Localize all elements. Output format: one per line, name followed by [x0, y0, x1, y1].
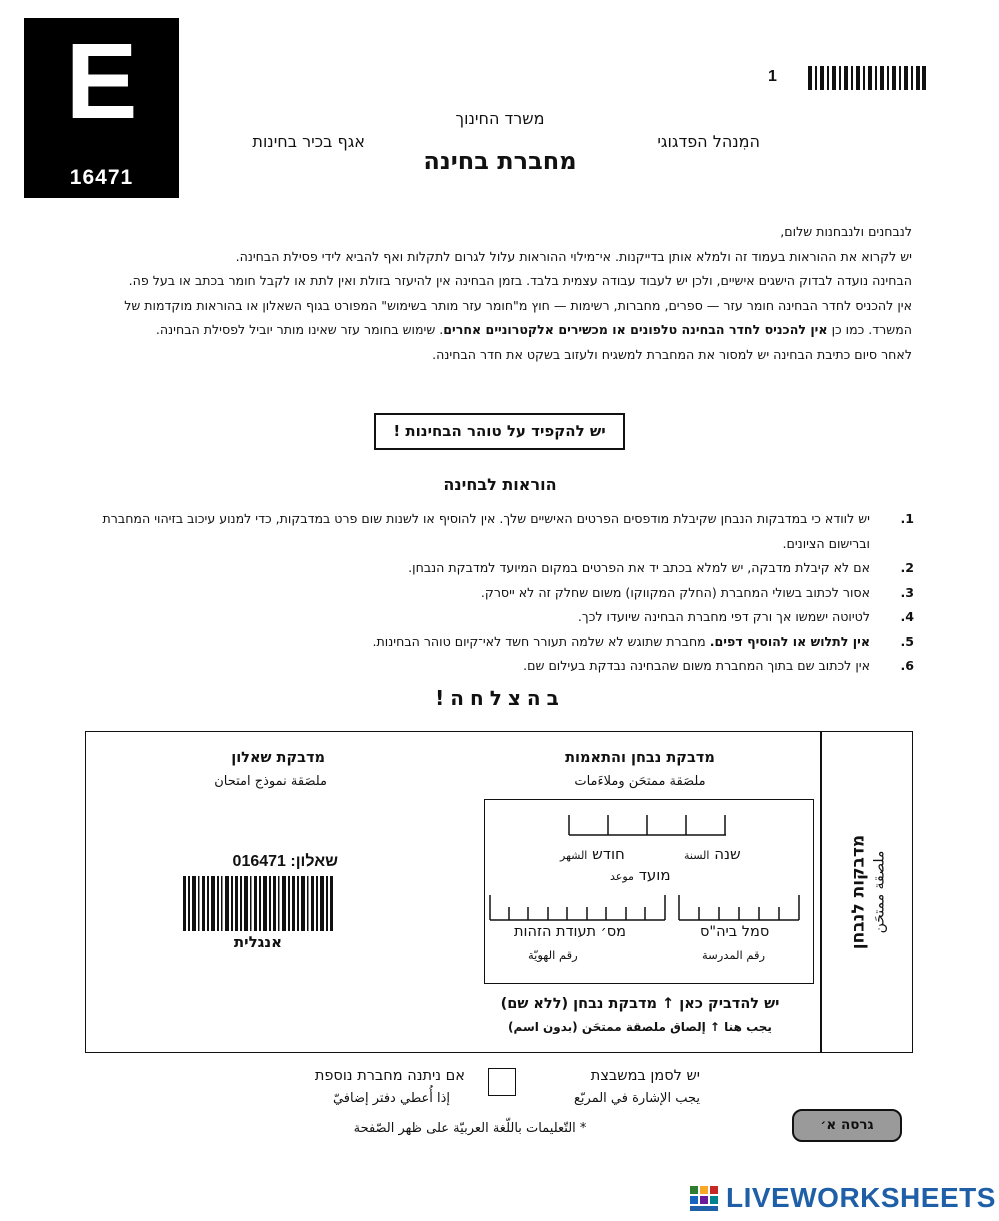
- intro-text: [80, 220, 912, 367]
- id-label-hebrew: מס׳ תעודת הזהות: [514, 924, 626, 940]
- examinee-sticker-title: מדבקת נבחן והתאמות: [565, 750, 715, 766]
- instruction-text: מחברת שתוגש לא שלמה תעורר חשד לאי־קיום טוהר הבחינות.: [372, 633, 710, 649]
- extra-booklet-checkbox[interactable]: [488, 1068, 516, 1096]
- intro-paragraph-1: יש לקרוא את ההוראות בעמוד זה ולמלא אותן בדייקנות. אי־מילוי ההוראות עלול לגרום לתקלות ואף להביא לידי פסילת הבחינה.: [235, 248, 912, 264]
- instruction-text: אסור לכתוב בשולי המחברת (החלק המקווקו) משום שחלק זה לא ייסרק.: [480, 584, 870, 600]
- instruction-item: [84, 581, 914, 606]
- instruction-number: 1.: [900, 511, 914, 526]
- instruction-text: לטיוטה ישמשו אך ורק דפי מחברת הבחינה שיועדו לכך.: [577, 609, 870, 624]
- instruction-item: [84, 556, 914, 581]
- instruction-item: [84, 605, 914, 630]
- booklet-code: 16471: [69, 166, 134, 189]
- month-label: [560, 845, 625, 863]
- logo-text: LIVEWORKSHEETS: [726, 1182, 996, 1213]
- stick-here-arabic: يجب هنا ↑ إلصاق ملصقة ممتحَن (بدون اسم): [508, 1020, 772, 1034]
- liveworksheets-logo: [688, 1180, 996, 1216]
- month-label-arabic: الشهر: [560, 849, 588, 862]
- instruction-item: [84, 507, 914, 556]
- vertical-sticker-label: [822, 731, 913, 1053]
- instruction-number: 3.: [900, 584, 914, 600]
- year-month-slots[interactable]: [568, 813, 728, 838]
- instruction-text: אין לכתוב שם בתוך המחברת משום שהבחינה נבדקת בעילום שם.: [523, 658, 870, 673]
- instruction-text: יש לוודא כי במדבקות הנבחן שקיבלת מודפסים הפרטים האישיים שלך. אין להוסיף או לשנות שום פרט במדבקות, כדי למנוע עיכוב בזיהוי המחברת וברישום הציונים.: [102, 511, 870, 551]
- intro-paragraph-3-bold: אין להכניס לחדר הבחינה טלפונים או מכשירים אלקטרוניים אחרים: [443, 322, 828, 337]
- instructions-title: הוראות לבחינה: [443, 475, 557, 494]
- instruction-text: אם לא קיבלת מדבקה, יש למלא בכתב יד את הפרטים במקום המיועד למדבקת הנבחן.: [408, 560, 870, 575]
- instruction-number: 4.: [900, 609, 914, 624]
- questionnaire-barcode: [183, 876, 333, 931]
- logo-icon: [690, 1186, 720, 1212]
- questionnaire-sticker-title-text: מדבקת שאלון: [231, 750, 325, 766]
- mark-box-instruction: יש לסמן במשבצת: [590, 1068, 700, 1084]
- vertical-label-hebrew: מדבקות לנבחן: [848, 834, 868, 950]
- integrity-warning-box: יש להקפיד על טוהר הבחינות !: [374, 413, 625, 450]
- session-label-arabic: موعد: [610, 870, 634, 883]
- intro-paragraph-3: [80, 294, 912, 343]
- top-barcode: [808, 66, 926, 90]
- extra-booklet-label: אם ניתנה מחברת נוספת: [314, 1068, 465, 1084]
- instruction-item: [84, 630, 914, 655]
- year-label: [684, 845, 741, 863]
- intro-paragraph-4: לאחר סיום כתיבת הבחינה יש למסור את המחברת למשגיח ולעזוב בשקט את חדר הבחינה.: [432, 346, 912, 362]
- questionnaire-number: שאלון: 016471: [232, 853, 338, 870]
- instruction-number: 2.: [900, 560, 914, 575]
- stick-here-instruction: יש להדביק כאן ↑ מדבקת נבחן (ללא שם): [500, 996, 780, 1012]
- page-number: 1: [768, 68, 777, 85]
- year-label-hebrew: שנה: [714, 845, 741, 863]
- id-label-arabic: رقم الهويّة: [528, 948, 578, 962]
- instruction-number: 5.: [900, 633, 914, 649]
- instruction-item: [84, 654, 914, 679]
- school-code-slots[interactable]: [678, 893, 800, 923]
- session-label-hebrew: מועד: [638, 866, 671, 884]
- intro-paragraph-3-end: . שימוש בחומר עזר שאינו מותר יוביל לפסילת הבחינה.: [155, 322, 444, 337]
- school-label-arabic: رقم المدرسة: [702, 948, 766, 962]
- exams-department: אגף בכיר בחינות: [252, 132, 365, 151]
- intro-paragraph-3-start: אין להכניס לחדר הבחינה חומר עזר — ספרים, מחברות, רשימות — חוץ מ"חומר עזר מותר בשימוש" המפורט בגוף השאלון או בהוראות מוקדמות של המשרד. כמו כן: [124, 297, 912, 337]
- instruction-number: 6.: [900, 658, 914, 673]
- questionnaire-subject: אנגלית: [233, 933, 283, 951]
- version-badge: גרסה א׳: [792, 1109, 902, 1142]
- extra-booklet-label-arabic: إذا أُعطي دفتر إضافيّ: [332, 1091, 450, 1106]
- intro-paragraph-2: הבחינה נועדה לבדוק הישגים אישיים, ולכן יש לעבוד עבודה עצמית בלבד. בזמן הבחינה אין להיעזר בזולת ואין לתת או לקבל חומר בכתב או בעל פה.: [128, 273, 912, 288]
- mark-box-instruction-arabic: يجب الإشارة في المربّع: [574, 1091, 700, 1106]
- pedagogic-admin: המִנהל הפדגוגי: [657, 132, 760, 151]
- intro-greeting: לנבחנים ולנבחנות שלום,: [780, 224, 912, 239]
- questionnaire-sticker-arabic: [120, 774, 420, 789]
- id-number-slots[interactable]: [489, 893, 666, 923]
- year-label-arabic: السنة: [684, 849, 710, 862]
- arabic-instructions-note: * التّعليمات باللّغة العربيّة على ظهر الصّفحة: [353, 1121, 587, 1136]
- month-label-hebrew: חודש: [592, 845, 625, 863]
- version-letter: E: [65, 20, 138, 141]
- examinee-sticker-arabic: ملصَقة ممتحَن وملاءَمات: [574, 774, 706, 789]
- booklet-title: מחברת בחינה: [423, 147, 577, 175]
- questionnaire-sticker-arabic-text: ملصَقة نموذج امتحان: [214, 774, 327, 789]
- questionnaire-sticker-title: [120, 750, 420, 766]
- session-label: [610, 866, 671, 884]
- version-block: [24, 18, 179, 198]
- instructions-list: [84, 507, 914, 679]
- ministry-name: משרד החינוך: [455, 109, 545, 128]
- instruction-bold-text: אין לתלוש או להוסיף דפים.: [709, 633, 870, 649]
- school-label-hebrew: סמל ביה"ס: [700, 924, 770, 940]
- good-luck: בהצלחה!: [435, 686, 565, 710]
- vertical-label-arabic: ملصقة ممتحَن: [871, 850, 887, 934]
